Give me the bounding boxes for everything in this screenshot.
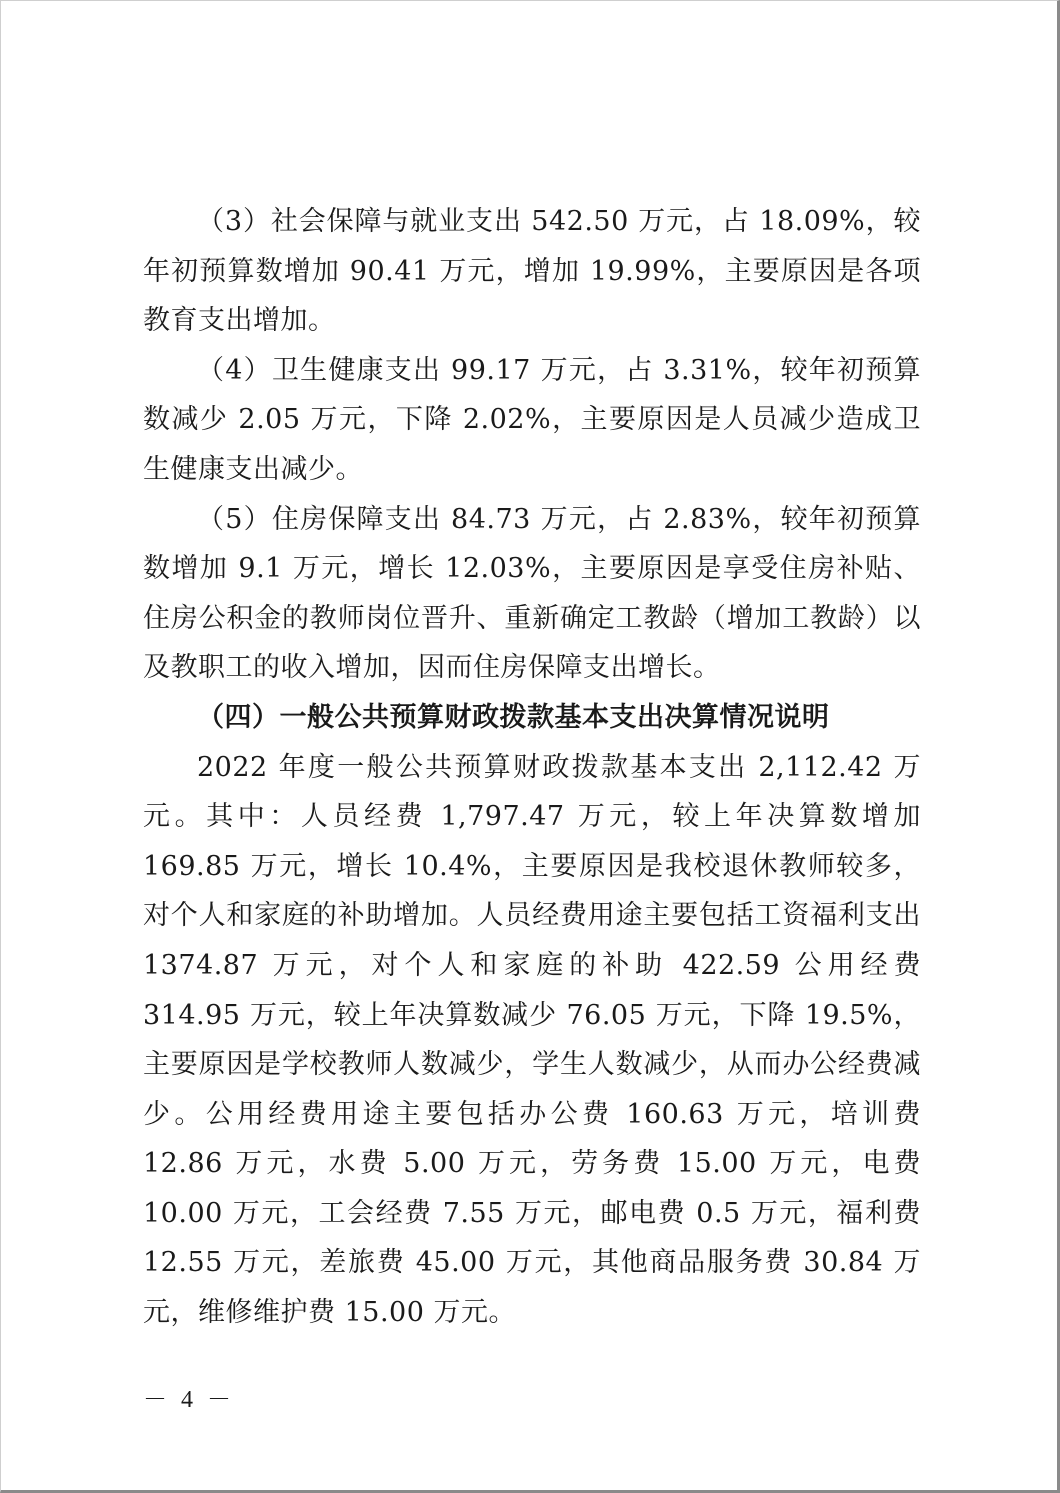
page-number: － 4 －: [143, 1387, 235, 1413]
paragraph-social-security: （3）社会保障与就业支出 542.50 万元，占 18.09%，较年初预算数增加 90.41 万元，增加 19.99%，主要原因是各项教育支出增加。: [143, 206, 921, 337]
paragraph-basic-expenditure: 2022 年度一般公共预算财政拨款基本支出 2,112.42 万元。其中：人员经费 1,797.47 万元，较上年决算数增加 169.85 万元，增长 10.4%，主要原因是我校退休教师较多，对个人和家庭的补助增加。人员经费用途主要包括工资福利支出 1374.87 万元，对个人和家庭的补助 422.59 公用经费 314.95 万元，较上年决算数减少 76.05 万元，下降 19.5%，主要原因是学校教师人数减少，学生人数减少，从而办公经费减少。公用经费用途主要包括办公费 160.63 万元，培训费 12.86 万元，水费 5.00 万元，劳务费 15.00 万元，电费 10.00 万元，工会经费 7.55 万元，邮电费 0.5 万元，福利费 12.55 万元，差旅费 45.00 万元，其他商品服务费 30.84 万元，维修维护费 15.00 万元。: [143, 751, 921, 1329]
document-body: [143, 197, 921, 1338]
paragraph-health: （4）卫生健康支出 99.17 万元，占 3.31%，较年初预算数减少 2.05 万元，下降 2.02%，主要原因是人员减少造成卫生健康支出减少。: [143, 354, 921, 485]
paragraph-housing: （5）住房保障支出 84.73 万元，占 2.83%，较年初预算数增加 9.1 万元，增长 12.03%，主要原因是享受住房补贴、住房公积金的教师岗位晋升、重新确定工教龄（增加工教龄）以及教职工的收入增加，因而住房保障支出增长。: [143, 503, 921, 684]
section-heading: （四）一般公共预算财政拨款基本支出决算情况说明: [197, 701, 830, 733]
